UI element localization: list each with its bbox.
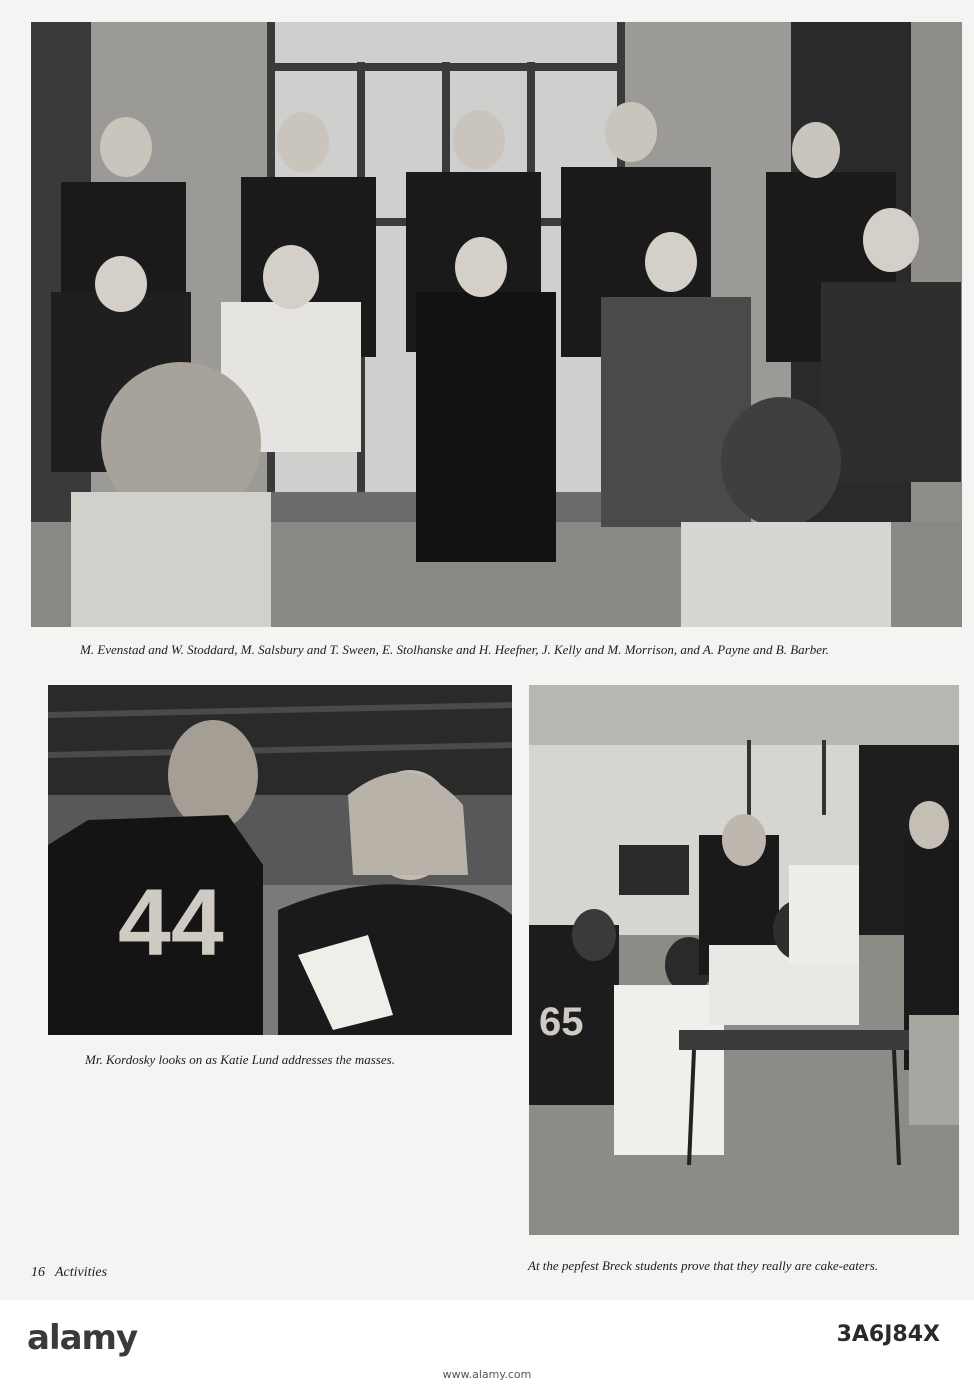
jersey-number-65: 65 — [539, 1000, 584, 1044]
page-footer — [31, 1265, 107, 1281]
stock-image-id: 3A6J84X — [836, 1322, 940, 1347]
caption-kordosky-lund: Mr. Kordosky looks on as Katie Lund addresses the masses. — [85, 1052, 395, 1067]
watermark-url: www.alamy.com — [442, 1368, 532, 1381]
photo-homecoming-court — [31, 22, 962, 627]
photo-pepfest — [529, 685, 959, 1235]
page-number: 16 — [31, 1265, 45, 1280]
jersey-number-44: 44 — [118, 870, 224, 976]
section-name: Activities — [55, 1265, 108, 1280]
alamy-logo: alamy — [27, 1318, 138, 1358]
photo-kordosky-lund — [48, 685, 512, 1035]
caption-homecoming-court: M. Evenstad and W. Stoddard, M. Salsbury and T. Sween, E. Stolhanske and H. Heefner, J. Kelly and M. Morrison, and A. Payne and B. Barber. — [80, 642, 829, 657]
caption-pepfest: At the pepfest Breck students prove that they really are cake-eaters. — [528, 1258, 879, 1273]
